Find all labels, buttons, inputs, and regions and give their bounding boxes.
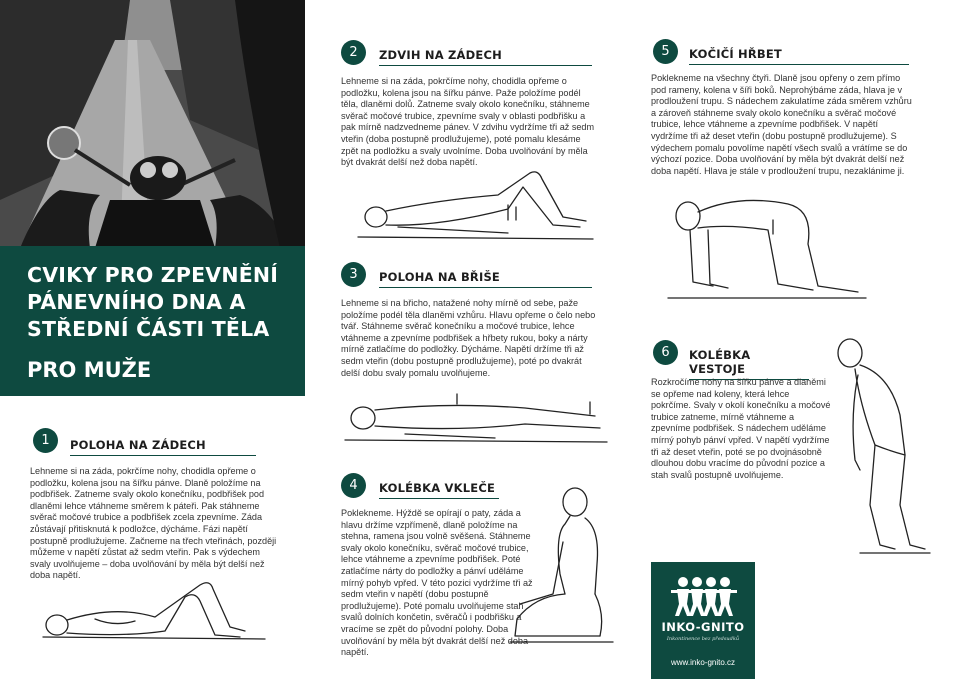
- page-subtitle: PRO MUŽE: [27, 358, 152, 382]
- section-text: Lehneme si na záda, pokrčíme nohy, chodidla opřeme o podložku, kolena jsou na šířku pánve. Dlaně položíme na podbřišek. Zatneme svaly okolo konečníku, podbřišek pod dlaněmi lehce vtáhneme směrem k páteři. Pak stáhneme svěrač močové trubice a podbřišek zcela zpevníme. Záda zůstávají přitisknutá k podložce, dýcháme. Fázi napětí postupně prodlužujeme. Začneme na třech vteřinách, později můžeme v napětí zůstat až sedm vteřin. Pak s výdechem svaly uvolňujeme – doba uvolňování by měla být delší než doba napětí.: [30, 466, 277, 581]
- section-title: POLOHA NA ZÁDECH: [70, 438, 256, 456]
- logo-name: INKO-GNITO: [661, 620, 745, 634]
- section-number: 4: [341, 473, 366, 498]
- bridge-figure: [358, 165, 598, 245]
- prone-figure: [345, 388, 610, 448]
- section-text: Rozkročíme nohy na šířku pánve a dlaněmi se opřeme nad koleny, která lehce pokrčíme. Svaly v okolí konečníku a močové trubice zatneme, mírně vtáhneme a zpevníme podbřišek. S nádechem uděláme mírný pohyb pánví vpřed. V napětí vydržíme tři až deset vteřin, poté se po dvojnásobně dlouhou dobu vracíme do původní pozice a stah svalů postupně uvolňujeme.: [651, 377, 831, 480]
- section-text: Poklekneme na všechny čtyři. Dlaně jsou opřeny o zem přímo pod rameny, kolena v šíři boků. Neprohýbáme záda, hlava je v prodloužení trupu. S nádechem zakulatíme záda směrem vzhůru a zároveň stáhneme svaly okolo konečníku a svěrač močové trubice, lehce vtáhneme a zpevníme podbřišek. V napětí vydržíme tři až deset vteřin (dobu postupně prodlužujeme). S výdechem pomalu povolíme napětí všech svalů a vrátíme se do výchozí pozice. Doba uvolňování by měla být dvakrát delší než doba napětí. Hlava je stále v prodloužení trupu, nezaklánime ji.: [651, 73, 912, 176]
- section-title: ZDVIH NA ZÁDECH: [379, 48, 592, 66]
- section-text: Lehneme si na záda, pokrčíme nohy, chodidla opřeme o podložku, kolena jsou na šířku pánve. Paže položíme podél těla, dlaněmi dolů. Zatneme svaly okolo konečníku, stáhneme svěrač močové trubice, zpevníme svaly v oblasti podbřišku a pak mírně nadzvedneme pánev. V zdvihu vydržíme tři až sedm vteřin (doba postupně prodlužujeme), poté pomalu klesáme zpět na podložku a svaly uvolníme. Doba uvolňování by měla být dvakrát delší než doba napětí.: [341, 76, 595, 168]
- brand-logo: [651, 562, 755, 679]
- title-banner: [0, 246, 305, 396]
- section-number: 5: [653, 39, 678, 64]
- kneeling-figure: [505, 484, 615, 649]
- lying-back-figure: [35, 575, 275, 645]
- standing-figure: [820, 335, 930, 565]
- section-title: KOLÉBKA VKLEČE: [379, 481, 499, 499]
- section-number: 6: [653, 340, 678, 365]
- section-number: 3: [341, 262, 366, 287]
- section-text: Lehneme si na břicho, natažené nohy mírně od sebe, paže položíme podél těla dlaněmi vzhůru. Hlavu opřeme o čelo nebo tvář. Stáhneme svěrač konečníku a močové trubice, lehce vtáhneme a zpevníme podbřišek a hřbety rukou, boky a nárty mírně zatlačíme do podložky. Dýcháme. Napětí držíme tři až sedm vteřin (dobu postupně prodlužujeme), poté po dvakrát delší dobu svaly pomalu uvolňujeme.: [341, 298, 596, 378]
- logo-tagline: Inkontinence bez předsudků: [666, 636, 740, 642]
- page-title: CVIKY PRO ZPEVNĚNÍ PÁNEVNÍHO DNA A STŘEDNÍ ČÁSTI TĚLA: [27, 263, 279, 341]
- section-title: KOLÉBKA VESTOJE: [689, 348, 809, 380]
- people-icon: [651, 572, 755, 622]
- section-number: 1: [33, 428, 58, 453]
- section-text: Poklekneme. Hýždě se opírají o paty, záda a hlavu držíme vzpřímeně, dlaně položíme na stehna, ramena jsou volně svěšená. Stáhneme svaly okolo konečníku, svěrač močové trubice, lehce vtáhneme a zpevníme podbřišek. Poté zatlačíme nárty do podložky a pánví uděláme mírný pohyb vpřed. V této pozici vydržíme tři až sedm vteřin v napětí (dobu postupně prodlužujeme). Poté pomalu uvolňujeme stah svalů dolních končetin, svěračů i podbřišku a vracíme se zpět do původní polohy. Doba uvolňování by měla být dvakrát delší než doba napětí.: [341, 508, 533, 658]
- motorcycle-photo: [0, 0, 305, 248]
- section-title: POLOHA NA BŘIŠE: [379, 270, 592, 288]
- website-link[interactable]: www.inko-gnito.cz: [670, 658, 736, 667]
- cat-back-figure: [668, 194, 868, 306]
- section-title: KOČIČÍ HŘBET: [689, 47, 909, 65]
- section-number: 2: [341, 40, 366, 65]
